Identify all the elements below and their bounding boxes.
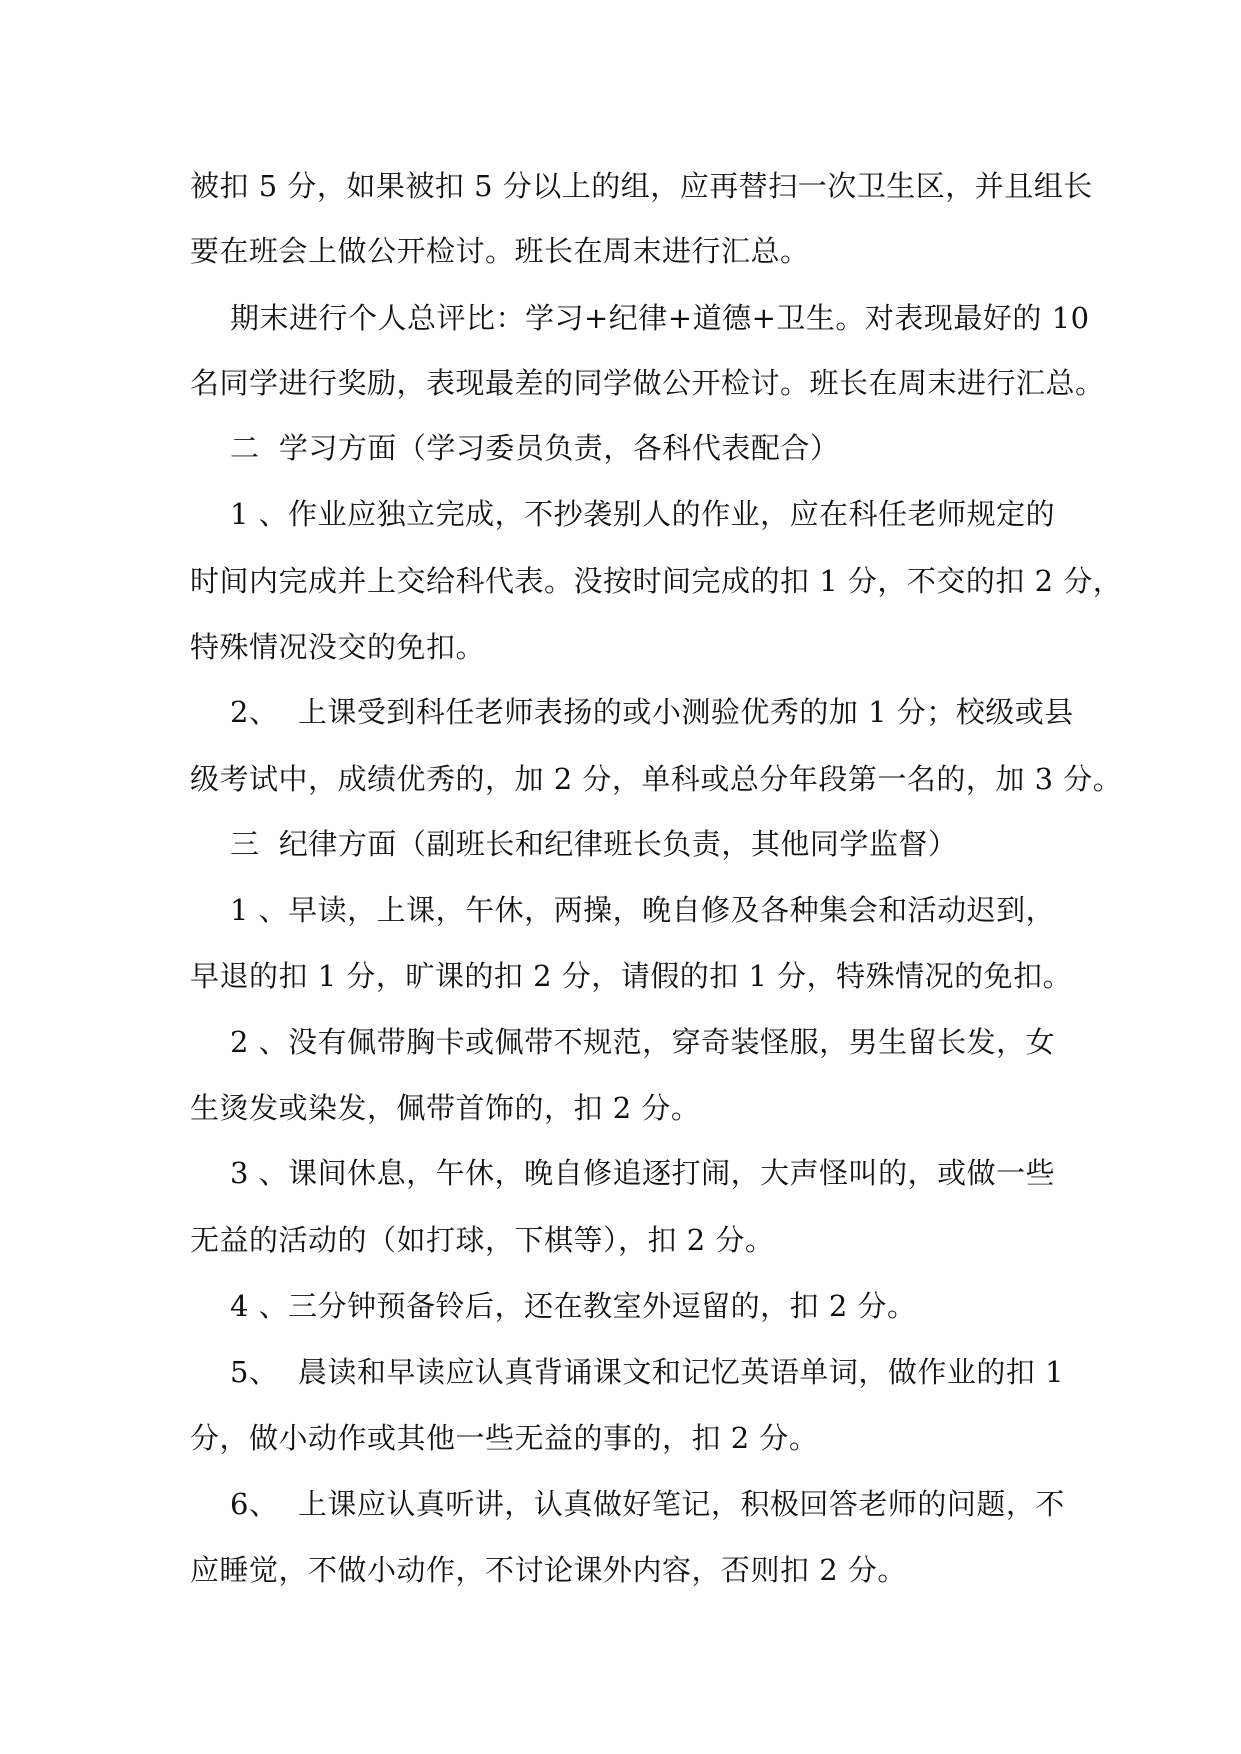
text-line: 期末进行个人总评比：学习+纪律+道德+卫生。对表现最好的 10 xyxy=(230,301,1090,335)
text-line: 1 、作业应独立完成，不抄袭别人的作业，应在科任老师规定的 xyxy=(230,497,1056,531)
section-heading: 二 学习方面（学习委员负责，各科代表配合） xyxy=(230,431,840,465)
text-line: 分，做小动作或其他一些无益的事的，扣 2 分。 xyxy=(190,1421,819,1455)
text-line: 被扣 5 分，如果被扣 5 分以上的组，应再替扫一次卫生区，并且组长 xyxy=(190,169,1093,203)
text-line: 时间内完成并上交给科代表。没按时间完成的扣 1 分，不交的扣 2 分， xyxy=(190,564,1123,598)
text-line: 2、 上课受到科任老师表扬的或小测验优秀的加 1 分；校级或县 xyxy=(230,695,1074,729)
section-heading: 三 纪律方面（副班长和纪律班长负责，其他同学监督） xyxy=(230,827,958,861)
text-line: 1 、早读，上课，午休，两操，晚自修及各种集会和活动迟到， xyxy=(230,893,1056,927)
text-line: 要在班会上做公开检讨。班长在周末进行汇总。 xyxy=(190,234,810,268)
text-line: 生烫发或染发，佩带首饰的，扣 2 分。 xyxy=(190,1091,701,1125)
text-line: 5、 晨读和早读应认真背诵课文和记忆英语单词，做作业的扣 1 xyxy=(230,1355,1065,1389)
text-line: 2 、没有佩带胸卡或佩带不规范，穿奇装怪服，男生留长发，女 xyxy=(230,1025,1056,1059)
text-line: 特殊情况没交的免扣。 xyxy=(190,630,486,664)
text-line: 3 、课间休息，午休，晚自修追逐打闹，大声怪叫的，或做一些 xyxy=(230,1156,1056,1190)
text-line: 级考试中，成绩优秀的，加 2 分，单科或总分年段第一名的，加 3 分。 xyxy=(190,762,1123,796)
text-line: 应睡觉，不做小动作，不讨论课外内容，否则扣 2 分。 xyxy=(190,1553,907,1587)
text-line: 6、 上课应认真听讲，认真做好笔记，积极回答老师的问题，不 xyxy=(230,1487,1065,1521)
text-line: 名同学进行奖励，表现最差的同学做公开检讨。班长在周末进行汇总。 xyxy=(190,366,1105,400)
text-line: 无益的活动的（如打球，下棋等），扣 2 分。 xyxy=(190,1223,775,1257)
text-line: 4 、三分钟预备铃后，还在教室外逗留的，扣 2 分。 xyxy=(230,1289,917,1323)
text-line: 早退的扣 1 分，旷课的扣 2 分，请假的扣 1 分，特殊情况的免扣。 xyxy=(190,959,1073,993)
